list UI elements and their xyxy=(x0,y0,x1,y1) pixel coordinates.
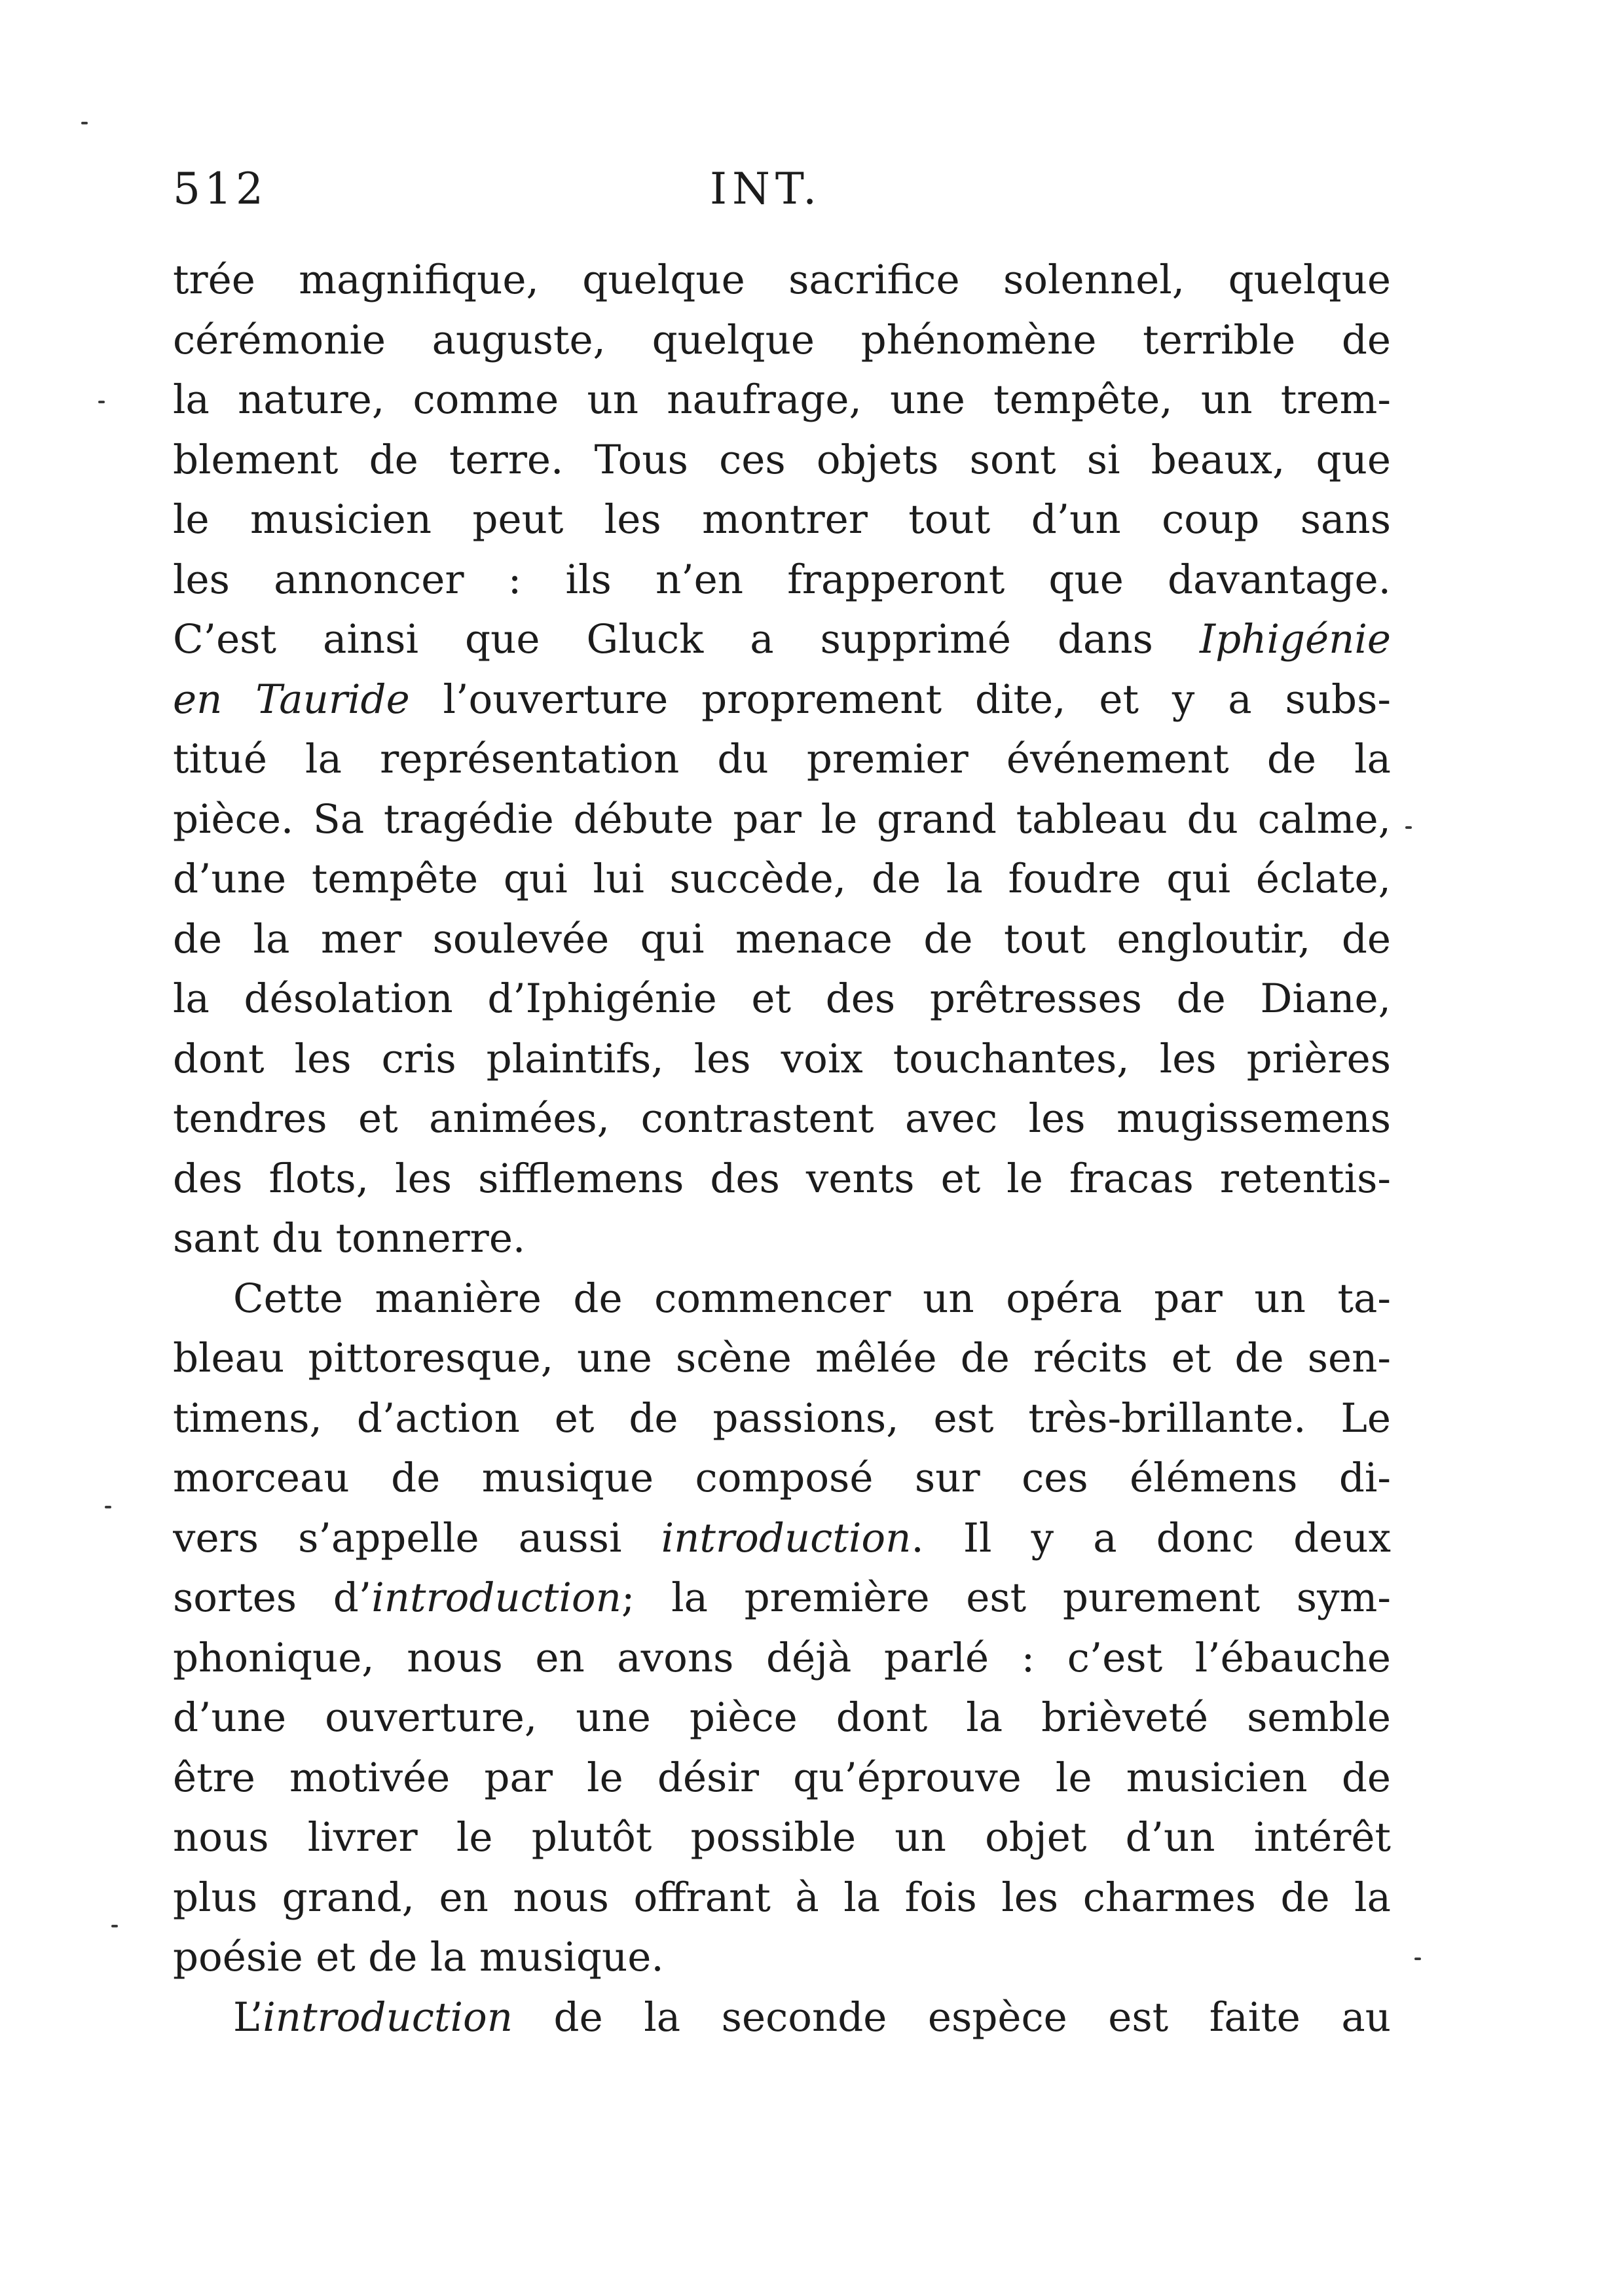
text-line: de la mer soulevée qui menace de tout engloutir, de xyxy=(173,915,1391,962)
page-header xyxy=(173,164,1391,223)
text-line: le musicien peut les montrer tout d’un coup sans xyxy=(173,496,1391,543)
text-line: la désolation d’Iphigénie et des prêtresses de Diane, xyxy=(173,975,1391,1022)
text-line: Cette manière de commencer un opéra par un ta- xyxy=(233,1275,1391,1322)
text-line: dont les cris plaintifs, les voix touchantes, les prières xyxy=(173,1035,1391,1082)
page-number: 512 xyxy=(173,164,267,214)
text-line: les annoncer : ils n’en frapperont que davantage. xyxy=(173,556,1391,603)
italic-phrase: introduction xyxy=(263,1994,513,2041)
text-line-with-italic: C’est ainsi que Gluck a supprimé dans Iphigénie xyxy=(173,616,1391,663)
text-line: cérémonie auguste, quelque phénomène terrible de xyxy=(173,316,1391,363)
text-line-with-italic: L’introduction de la seconde espèce est faite au xyxy=(233,1994,1391,2041)
italic-phrase: introduction xyxy=(661,1514,912,1561)
text-line: des flots, les sifflemens des vents et le fracas retentis- xyxy=(173,1155,1391,1202)
text-line: bleau pittoresque, une scène mêlée de récits et de sen- xyxy=(173,1335,1391,1381)
paragraph-1 xyxy=(173,250,1391,1269)
paragraph-2 xyxy=(173,1269,1391,1988)
margin-speck xyxy=(81,122,88,124)
text-line: nous livrer le plutôt possible un objet d’un intérêt xyxy=(173,1814,1391,1861)
text-line: sant du tonnerre. xyxy=(173,1215,526,1262)
text-line: plus grand, en nous offrant à la fois les charmes de la xyxy=(173,1874,1391,1921)
text-line-with-italic: sortes d’introduction; la première est purement sym- xyxy=(173,1575,1391,1621)
text-line: d’une ouverture, une pièce dont la brièveté semble xyxy=(173,1694,1391,1741)
text-line: blement de terre. Tous ces objets sont si beaux, que xyxy=(173,436,1391,483)
margin-speck xyxy=(1405,826,1412,829)
text-line: poésie et de la musique. xyxy=(173,1934,664,1980)
italic-phrase: introduction xyxy=(371,1575,621,1621)
text-line: être motivée par le désir qu’éprouve le musicien de xyxy=(173,1754,1391,1801)
text-line: trée magnifique, quelque sacrifice solennel, quelque xyxy=(173,257,1391,303)
text-line: pièce. Sa tragédie débute par le grand tableau du calme, xyxy=(173,795,1391,843)
text-line: d’une tempête qui lui succède, de la foudre qui éclate, xyxy=(173,856,1391,902)
margin-speck xyxy=(105,1506,111,1508)
text-line: phonique, nous en avons déjà parlé : c’est l’ébauche xyxy=(173,1634,1391,1681)
italic-phrase: en Tauride xyxy=(173,676,410,723)
paragraph-3 xyxy=(173,1988,1391,2048)
text-line: tendres et animées, contrastent avec les mugissemens xyxy=(173,1095,1391,1142)
margin-speck xyxy=(111,1925,118,1927)
body-text xyxy=(173,250,1391,2047)
italic-phrase: Iphigénie xyxy=(1200,616,1391,663)
text-line: titué la représentation du premier événement de la xyxy=(173,736,1391,782)
text-line: timens, d’action et de passions, est très-brillante. Le xyxy=(173,1394,1391,1442)
margin-speck xyxy=(98,401,105,403)
text-line-with-italic: vers s’appelle aussi introduction. Il y a donc deux xyxy=(173,1514,1391,1561)
text-line-with-italic: en Tauride l’ouverture proprement dite, et y a subs- xyxy=(173,676,1391,723)
text-line: la nature, comme un naufrage, une tempête, un trem- xyxy=(173,376,1391,423)
margin-speck xyxy=(1414,1958,1421,1960)
text-line: morceau de musique composé sur ces élémens di- xyxy=(173,1455,1391,1501)
running-head: INT. xyxy=(710,164,822,214)
